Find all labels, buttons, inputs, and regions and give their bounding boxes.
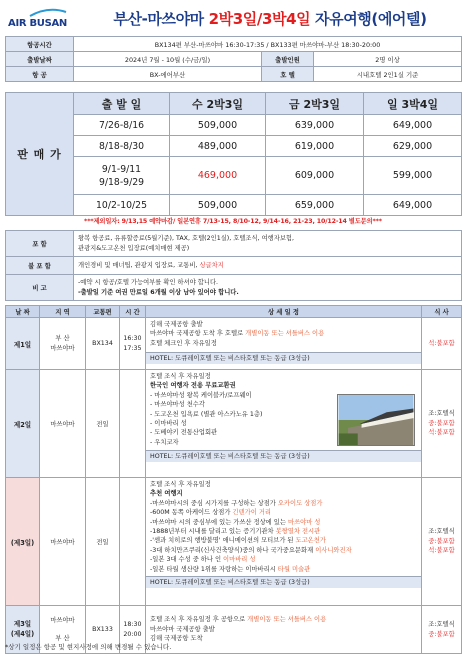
page-title: 부산-마쓰야마 2박3일/3박4일 자유여행(에어텔) bbox=[113, 10, 427, 28]
departure-date-value: 2024년 7월 - 10월 (수/금/일) bbox=[74, 52, 262, 67]
price-row: 10/2-10/25 509,000 659,000 649,000 bbox=[6, 195, 462, 216]
air-busan-logo bbox=[6, 8, 72, 34]
schedule-header-date: 날 짜 bbox=[6, 306, 40, 318]
schedule-header-time: 시 간 bbox=[120, 306, 146, 318]
exclude-label: 불 포 함 bbox=[6, 257, 74, 275]
flight-time-label: 항공시간 bbox=[6, 37, 74, 52]
details-table bbox=[5, 230, 462, 301]
price-row: 8/18-8/30 489,000 619,000 629,000 bbox=[6, 136, 462, 157]
footer-note: *상기 일정은 항공 및 현지사정에 의해 변경될 수 있습니다. bbox=[5, 643, 172, 651]
note-value: -예약 시 항공/호텔 가능여부를 확인 하셔야 합니다. -출발일 기준 여권 만료일 6개월 이상 남아 있어야 합니다. bbox=[74, 275, 462, 301]
flight-time-value: BX134편 부산-마쓰야마 16:30-17:35 / BX133편 마쓰야마-부산 18:30-20:00 bbox=[74, 37, 462, 52]
header bbox=[0, 4, 466, 36]
people-value: 2명 이상 bbox=[314, 52, 462, 67]
schedule-header-detail: 상 세 일 정 bbox=[146, 306, 422, 318]
note-label: 비 고 bbox=[6, 275, 74, 301]
people-label: 출발인원 bbox=[262, 52, 314, 67]
hotel-value: 시내호텔 2인1실 기준 bbox=[314, 67, 462, 82]
price-table bbox=[5, 92, 462, 216]
hotel-info: HOTEL: 도큐레이호텔 또는 비스타호텔 또는 동급 (3성급) bbox=[146, 450, 421, 462]
schedule-header-region: 지 역 bbox=[40, 306, 86, 318]
schedule-header-transport: 교통편 bbox=[86, 306, 120, 318]
castle-photo bbox=[337, 394, 415, 446]
exclusion-notice: ***제외일자: 9/13,15 예약마감/ 일본연휴 7/13-15, 8/10-12, 9/14-16, 21-23, 10/12-14 별도문의*** bbox=[84, 218, 382, 225]
logo-busan-text: BUSAN bbox=[29, 18, 68, 29]
logo-swoosh-icon bbox=[28, 8, 68, 18]
schedule-table bbox=[5, 305, 462, 654]
price-side-label: 판 매 가 bbox=[6, 93, 74, 216]
departure-date-label: 출발날짜 bbox=[6, 52, 74, 67]
schedule-day-4: 제3일 (제4일) 마쓰야마 부 산 BX133 18:30 20:00 호텔 조식 후 자유일정 후 공항으로 개별이동 또는 셔틀버스 이용 마쓰야마 국제공항 출발 김해 국제공항 도착 조:호텔식 중:불포함 bbox=[6, 606, 462, 654]
schedule-day-3: (제3일) 마쓰야마 전일 호텔 조식 후 자유일정 추천 여행지 -마쓰야마시의 중심 시가지를 구성하는 상점가 오카이도 상점가 -600M 동쪽 아케이드 상점가 긴텐가이 거리 -마쓰야마 시의 중심부에 있는 가쓰산 정상에 있는 마쓰야마 성 -1888년부터 시내를 달리고 있는 증기기관차 봇짱열차 전시관 -'센과 치히로의 행방불명' 애니메이션의 모티브가 된 도고온천가 -3대 하치만즈쿠리(신사건축양식)중의 하나 국가중요문화재 이사니와진자 -일본 3대 수성 중 하나 인 이마바리 성 -일본 타월 생산량 1위를 자랑하는 이마바리시 타월 미술관 HOTEL: 도큐레이호텔 또는 비스타호텔 또는 동급 (3성급) 조:호텔식 중:불포함 석:불포함 bbox=[6, 478, 462, 606]
price-header-wed: 수 2박3일 bbox=[170, 93, 266, 115]
hotel-info: HOTEL: 도큐레이호텔 또는 비스타호텔 또는 동급 (3성급) bbox=[146, 576, 421, 588]
price-highlight: 469,000 bbox=[170, 157, 266, 195]
airline-label: 항 공 bbox=[6, 67, 74, 82]
price-header-date: 출 발 일 bbox=[74, 93, 170, 115]
price-header-fri: 금 2박3일 bbox=[266, 93, 364, 115]
airline-value: BX-에어부산 bbox=[74, 67, 262, 82]
price-row: 7/26-8/16 509,000 639,000 649,000 bbox=[6, 115, 462, 136]
trip-info-table bbox=[5, 36, 462, 82]
hotel-label: 호 텔 bbox=[262, 67, 314, 82]
price-header-sun: 일 3박4일 bbox=[364, 93, 462, 115]
include-label: 포 함 bbox=[6, 231, 74, 257]
logo-air-text: AIR bbox=[8, 18, 27, 29]
schedule-day-1: 제1일 부 산 마쓰야마 BX134 16:30 17:35 김해 국제공항 출발 마쓰야마 국제공항 도착 후 호텔로 개별이동 또는 셔틀버스 이용 호텔 체크인 후 자유일정 HOTEL: 도큐레이호텔 또는 비스타호텔 또는 동급 (3성급) 석:불포함 bbox=[6, 318, 462, 370]
exclude-value: 개인경비 및 매너팁, 관광지 입장료, 교통비, 싱글차지 bbox=[74, 257, 462, 275]
schedule-header-meal: 식 사 bbox=[422, 306, 462, 318]
schedule-day-2: 제2일 마쓰야마 전일 호텔 조식 후 자유일정 한국인 여행자 전용 무료교환권 - 마쓰야마성 왕복 케이블카/로프웨이 - 마쓰야마성 천수각 - 도고온천 입욕료 (별관 아스카노유 1층) - 이마바리 성 - 도베야키 전통산업회관 - 우치코자 HOTEL: 도큐레이호텔 또는 비스타호텔 또는 동급 (3성급) 조:호텔식 중:불포함 석:불포함 bbox=[6, 370, 462, 478]
price-row: 9/1-9/11 9/18-9/29 469,000 609,000 599,000 bbox=[6, 157, 462, 195]
include-value: 왕복 항공료, 유류할증료(5월기준), TAX, 호텔(2인1실), 호텔조식, 여행자보험, 관광지&도고온천 입장료(예치매현 제공) bbox=[74, 231, 462, 257]
hotel-info: HOTEL: 도큐레이호텔 또는 비스타호텔 또는 동급 (3성급) bbox=[146, 352, 421, 364]
